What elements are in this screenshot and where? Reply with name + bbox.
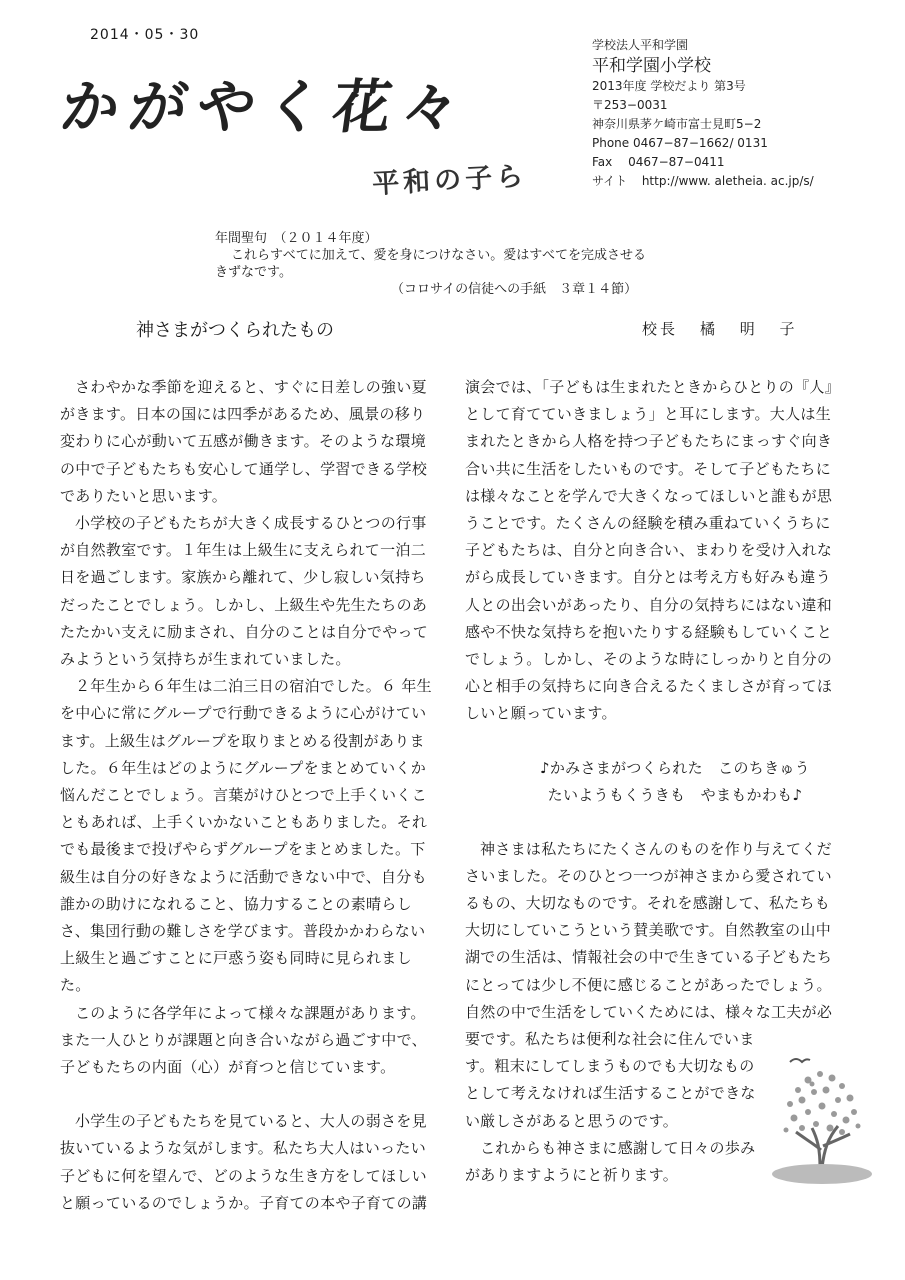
tree-illustration — [768, 1050, 876, 1186]
hymn-line-1: ♪かみさまがつくられた このちきゅう — [540, 758, 810, 777]
paragraph: このように各学年によって様々な課題があります。また一人ひとりが課題と向き合いながら過ごす中で、子どもたちの内面（心）が育つと信じています。 — [60, 1003, 427, 1077]
wrap-line: として考えなければ生活することができな — [465, 1084, 756, 1103]
article-author — [642, 318, 805, 339]
masthead-subtitle: 平和の子ら — [371, 160, 528, 201]
date: 2014・05・30 — [90, 27, 200, 43]
tree-canopy — [784, 1071, 861, 1135]
issue-label: 2013年度 学校だより 第3号 — [592, 79, 746, 93]
postal-code: 〒253−0031 — [592, 98, 668, 112]
phone: Phone 0467−87−1662/ 0131 — [592, 136, 768, 150]
school-corp: 学校法人平和学園 — [592, 38, 689, 52]
website-row — [592, 172, 814, 191]
paragraph: 演会では、「子どもは生まれたときからひとりの『人』として育てていきましょう」と耳にします。大人は生まれたときから人格を持つ子どもたちにまっすぐ向き合い共に生活をしたいものです。そして子どもたちには様々なことを学んで大きくなってほしいと誰もが思うことです。たくさんの経験を積み重ねていくうちに子どもたちは、自分と向き合い、まわりを受け入れながら成長していきます。自分とは考え方も好みも違う人との出会いがあったり、自分の気持ちにはない違和感や不快な気持ちを抱いたりする経験もしていくことでしょう。しかし、そのような時にしっかりと自分の心と相手の気持ちに向き合えるたくましさが育ってほしいと願っています。 — [465, 378, 841, 723]
fax: Fax 0467−87−0411 — [592, 155, 725, 169]
paragraph-gap — [465, 809, 845, 836]
author-name: 橘 明 子 — [700, 320, 805, 338]
verse-source: （コロサイの信徒への手紙 ３章１４節） — [391, 282, 638, 297]
paragraph-gap — [60, 1081, 440, 1108]
wrap-line: い厳しさがあると思うのです。 — [465, 1111, 679, 1130]
paragraph-gap — [465, 728, 845, 755]
verse-line-1: これらすべてに加えて、愛を身につけなさい。愛はすべてを完成させる — [231, 248, 646, 263]
wrap-line: がありますようにと祈ります。 — [465, 1166, 679, 1185]
verse-heading: 年間聖句 （２０１４年度） — [215, 231, 378, 246]
wrap-line: す。粗末にしてしまうものでも大切なもの — [465, 1057, 755, 1076]
masthead-title: かがやく花々 — [56, 73, 475, 141]
school-name: 平和学園小学校 — [592, 56, 711, 76]
author-role: 校長 — [642, 320, 679, 338]
hymn-line-2: たいようもくうきも やまもかわも♪ — [547, 785, 803, 804]
bird-icon — [790, 1059, 810, 1062]
tree-ground — [772, 1164, 872, 1184]
verse-line-2: きずなです。 — [215, 265, 292, 280]
website-url[interactable]: http://www. aletheia. ac.jp/s/ — [641, 174, 814, 188]
paragraph: 神さまは私たちにたくさんのものを作り与えてくださいました。そのひとつ一つが神さまから愛されているもの、大切なものです。それを感謝して、私たちも大切にしていこうという賛美歌です。自然教室の山中湖での生活は、情報社会の中で生きている子どもたちにとっては少し不便に感じることがあったでしょう。自然の中で生活をしていくためには、様々な工夫が必 — [465, 839, 833, 1021]
wrap-line: これからも神さまに感謝して日々の歩み — [480, 1138, 756, 1157]
left-column — [60, 374, 440, 1217]
paragraph: ２年生から６年生は二泊三日の宿泊でした。６ 年生を中心に常にグループで行動できるように心がけています。上級生はグループを取りまとめる役割がありました。６年生はどのようにグループをまとめていくか悩んだことでしょう。言葉がけひとつで上手くいくこともあれば、上手くいかないこともありました。それでも最後まで投げやらずグループをまとめました。下級生は自分の好きなように活動できない中で、自分も誰かの助けになれること、協力することの素晴らしさ、集団行動の難しさを学びます。普段かかわらない上級生と過ごすことに戸惑う姿も同時に見られました。 — [60, 677, 432, 995]
address: 神奈川県茅ケ崎市富士見町5−2 — [592, 117, 762, 131]
article-title: 神さまがつくられたもの — [136, 320, 334, 341]
hymn-lyrics — [465, 755, 845, 809]
wrap-line: 要です。私たちは便利な社会に住んでいま — [465, 1030, 755, 1049]
annual-verse — [215, 230, 646, 298]
paragraph: 小学生の子どもたちを見ていると、大人の弱さを見抜いているような気がします。私たち大人はいったい子どもに何を望んで、どのような生き方をしてほしいと願っているのでしょうか。子育ての本や子育ての講 — [60, 1112, 428, 1212]
school-info — [592, 36, 814, 191]
website-label: サイト — [592, 174, 628, 188]
paragraph: 小学校の子どもたちが大きく成長するひとつの行事が自然教室です。１年生は上級生に支えられて一泊二日を過ごします。家族から離れて、少し寂しい気持ちだったことでしょう。しかし、上級生や先生たちのあたたかい支えに励まされ、自分のことは自分でやってみようという気持ちが生まれていました。 — [60, 514, 429, 669]
paragraph: さわやかな季節を迎えると、すぐに日差しの強い夏がきます。日本の国には四季があるため、風景の移り変わりに心が動いて五感が働きます。そのような環境の中で子どもたちも安心して通学し、学習できる学校でありたいと思います。 — [60, 378, 428, 505]
